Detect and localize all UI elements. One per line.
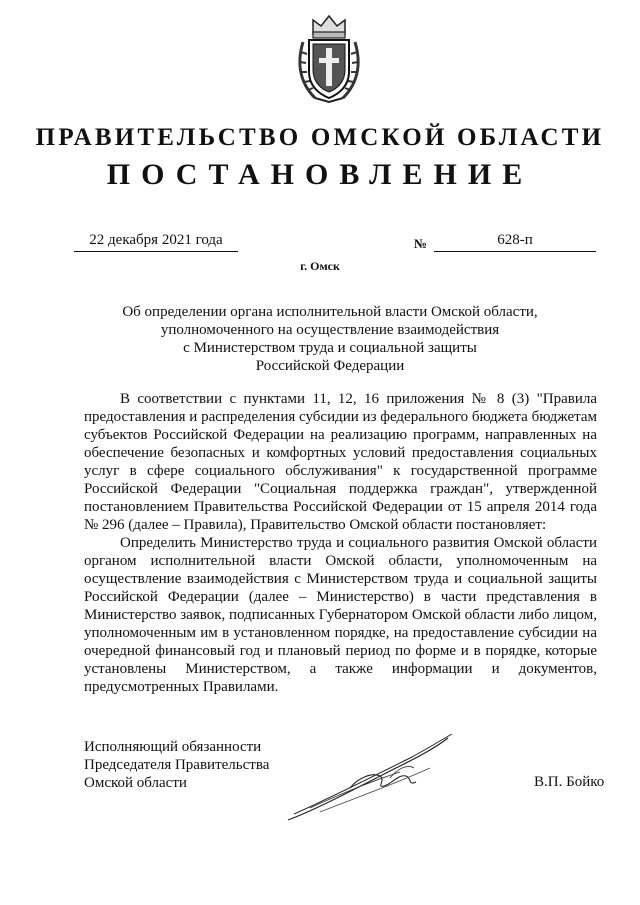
subject-line: Об определении органа исполнительной власти Омской области, bbox=[122, 304, 538, 320]
position-line: Исполняющий обязанности bbox=[84, 739, 262, 755]
handwritten-signature-icon bbox=[280, 728, 460, 828]
subject-line: с Министерством труда и социальной защиты bbox=[183, 340, 477, 356]
document-body bbox=[84, 390, 597, 696]
signatory-position bbox=[84, 738, 269, 792]
document-type-title: ПОСТАНОВЛЕНИЕ bbox=[106, 158, 534, 191]
number-sign: № bbox=[414, 236, 428, 251]
subject-line: Российской Федерации bbox=[255, 358, 405, 374]
body-paragraph: В соответствии с пунктами 11, 12, 16 приложения № 8 (3) "Правила предоставления и распределения субсидии из федерального бюджета бюджетам субъектов Российской Федерации на реализацию программ, направленных на обеспечение безопасных и комфортных условий предоставления социальных услуг в сфере социального обслуживания" к государственной программе Российской Федерации "Социальная поддержка граждан", утвержденной постановлением Правительства Российской Федерации от 15 апреля 2014 года № 296 (далее – Правила), Правительство Омской области постановляет: bbox=[84, 391, 597, 533]
body-paragraph: Определить Министерство труда и социального развития Омской области органом исполнительной власти Омской области, уполномоченным на осуществление взаимодействия с Министерством труда и социальной защиты Российской Федерации (далее – Министерство) в части представления в Министерство заявок, подписанных Губернатором Омской области либо лицом, уполномоченным им в установленном порядке, на предоставление субсидии на очередной финансовый год и плановый период по форме и в порядке, которые установлены Министерством, а также информации и документов, предусмотренных Правилами. bbox=[84, 535, 597, 695]
document-date: 22 декабря 2021 года bbox=[74, 232, 238, 252]
document-city: г. Омск bbox=[300, 259, 340, 273]
government-title: ПРАВИТЕЛЬСТВО ОМСКОЙ ОБЛАСТИ bbox=[35, 124, 605, 151]
subject-line: уполномоченного на осуществление взаимодействия bbox=[160, 322, 500, 338]
signatory-name: В.П. Бойко bbox=[534, 774, 605, 790]
document-number: 628-п bbox=[434, 232, 596, 252]
document-subject bbox=[90, 303, 570, 375]
coat-of-arms-icon bbox=[293, 12, 365, 104]
position-line: Председателя Правительства bbox=[84, 757, 270, 773]
position-line: Омской области bbox=[84, 775, 187, 791]
